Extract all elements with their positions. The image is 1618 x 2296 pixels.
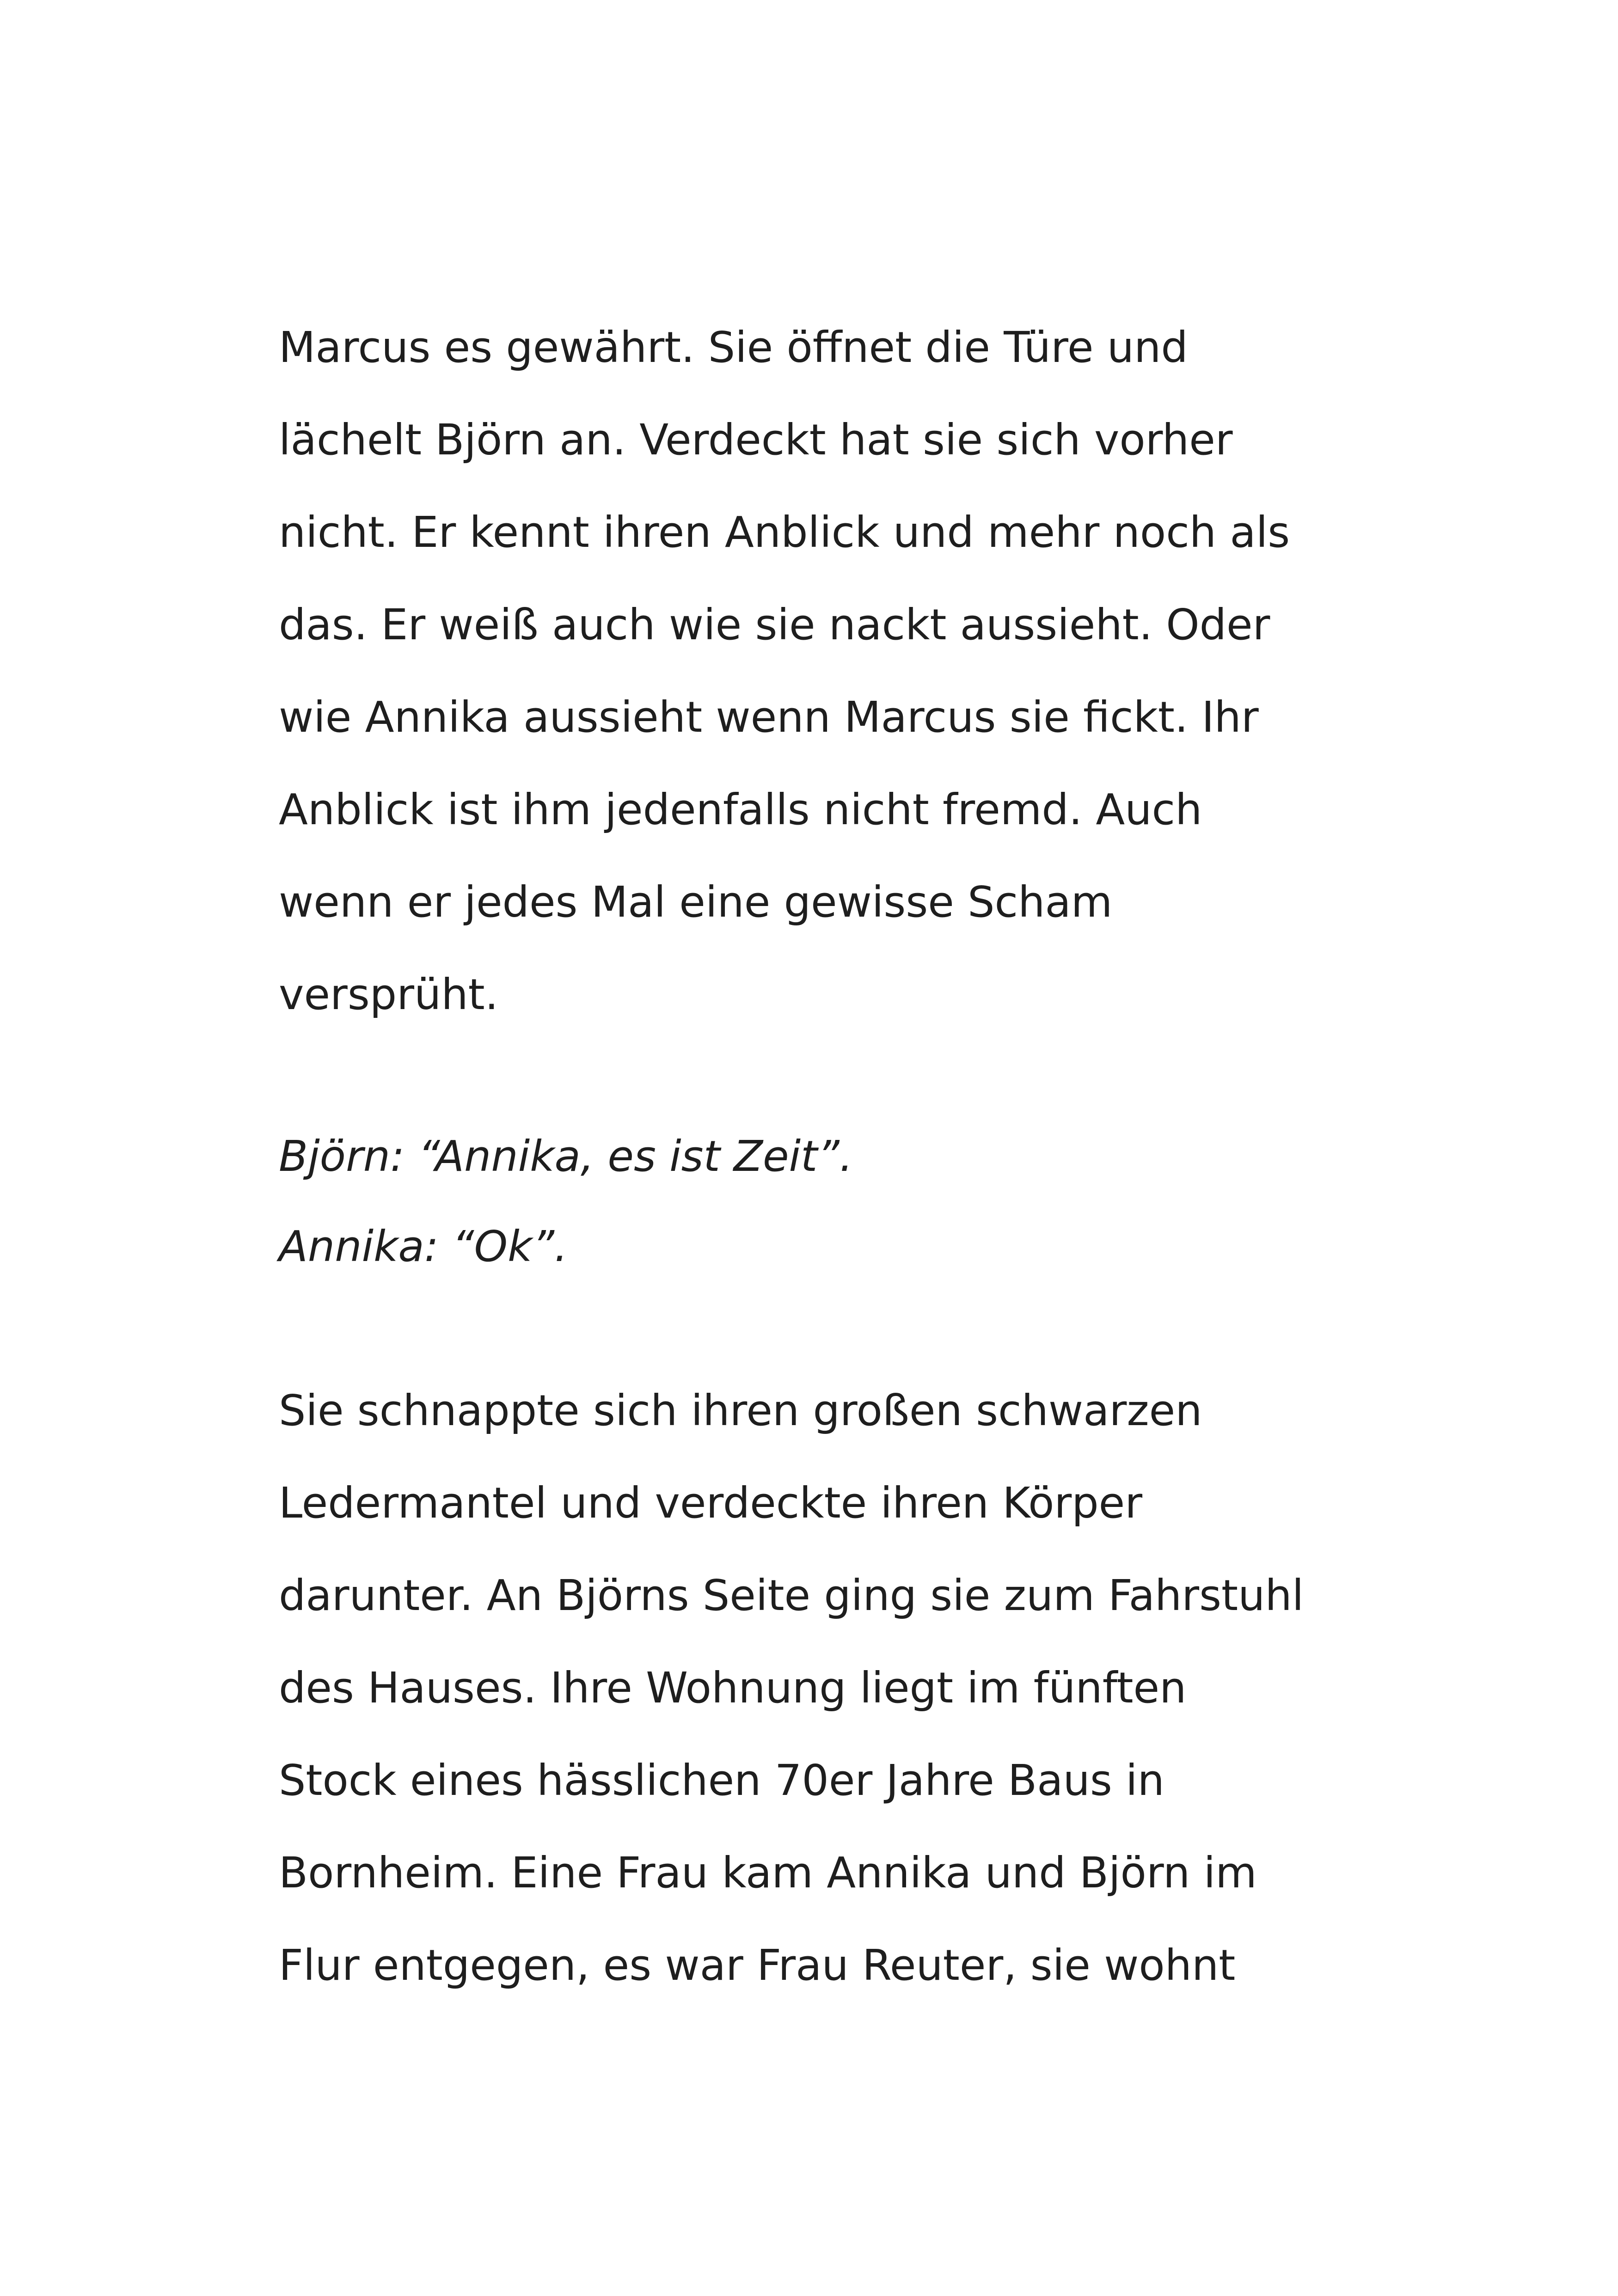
paragraph-2-line-7: Flur entgegen, es war Frau Reuter, sie wohnt <box>279 1941 1236 1990</box>
paragraph-2-line-3: darunter. An Björns Seite ging sie zum Fahrstuhl <box>279 1571 1304 1620</box>
paragraph-1-line-4: das. Er weiß auch wie sie nackt aussieht. Oder <box>279 600 1270 649</box>
paragraph-1-line-3: nicht. Er kennt ihren Anblick und mehr noch als <box>279 508 1290 557</box>
paragraph-1-line-2: lächelt Björn an. Verdeckt hat sie sich vorher <box>279 415 1233 465</box>
paragraph-1-line-8: versprüht. <box>279 970 498 1019</box>
paragraph-2-line-2: Ledermantel und verdeckte ihren Körper <box>279 1478 1143 1528</box>
paragraph-1-line-7: wenn er jedes Mal eine gewisse Scham <box>279 877 1113 927</box>
dialogue-line-annika: Annika: “Ok”. <box>279 1222 568 1271</box>
dialogue-line-bjoern: Björn: “Annika, es ist Zeit”. <box>279 1132 853 1181</box>
paragraph-2-line-5: Stock eines hässlichen 70er Jahre Baus in <box>279 1756 1164 1805</box>
paragraph-1-line-6: Anblick ist ihm jedenfalls nicht fremd. Auch <box>279 785 1202 834</box>
paragraph-2-line-6: Bornheim. Eine Frau kam Annika und Björn im <box>279 1848 1257 1898</box>
paragraph-2-line-1: Sie schnappte sich ihren großen schwarzen <box>279 1386 1202 1435</box>
paragraph-1-line-1: Marcus es gewährt. Sie öffnet die Türe und <box>279 323 1188 372</box>
paragraph-1-line-5: wie Annika aussieht wenn Marcus sie fickt. Ihr <box>279 692 1259 742</box>
paragraph-2-line-4: des Hauses. Ihre Wohnung liegt im fünften <box>279 1663 1187 1713</box>
